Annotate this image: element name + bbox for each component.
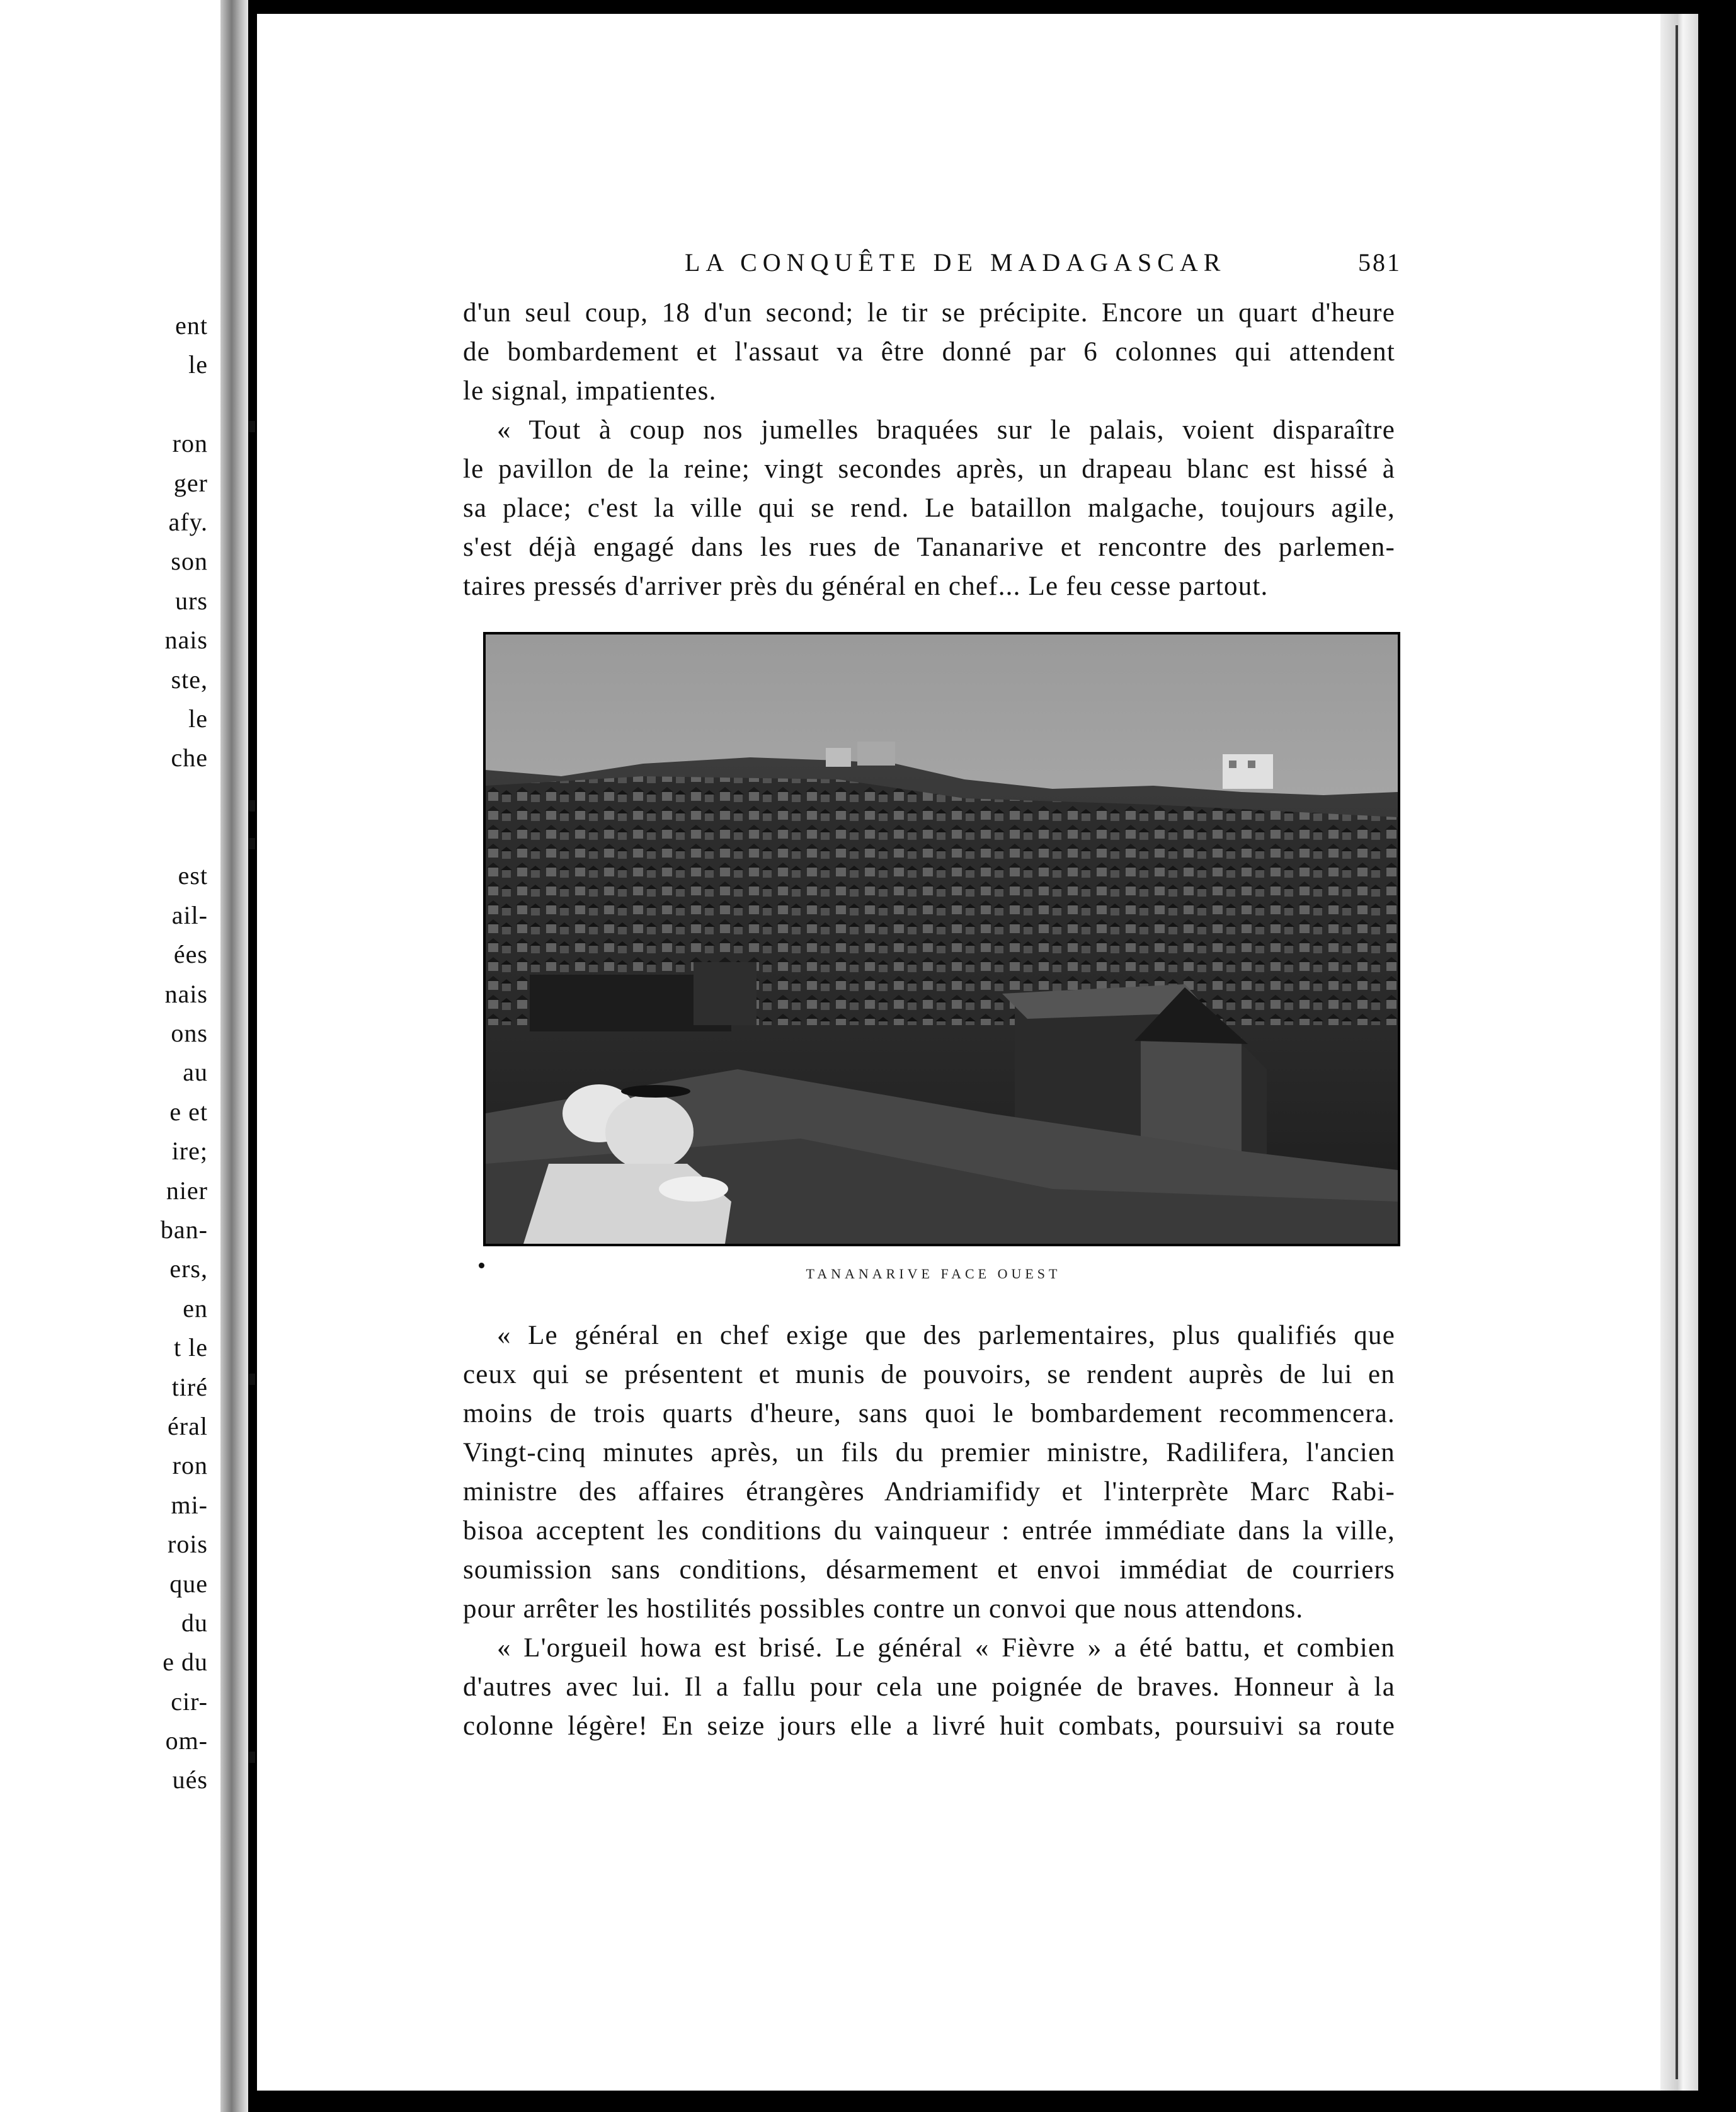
left-fragment-line: ste,	[171, 665, 208, 694]
left-fragment-line: om-	[165, 1726, 208, 1755]
text-line: sa place; c'est la ville qui se rend. Le bataillon malgache, toujours agile,	[463, 493, 1395, 523]
text-line: « Le général en chef exige que des parlementaires, plus qualifiés que	[497, 1321, 1395, 1350]
page-edge-shadow	[1676, 25, 1678, 2079]
page-edge	[1660, 14, 1698, 2091]
left-fragment-line: ent	[175, 311, 208, 340]
left-fragment-line: ire;	[171, 1137, 208, 1166]
left-fragment-line: tiré	[171, 1372, 208, 1401]
text-line: taires pressés d'arriver près du général en chef... Le feu cesse partout.	[463, 571, 1269, 601]
left-fragment-line: ban-	[160, 1215, 208, 1244]
left-fragment-line: au	[183, 1058, 208, 1087]
text-line: d'autres avec lui. Il a fallu pour cela une poignée de braves. Honneur à la	[463, 1672, 1395, 1702]
left-fragment-line: ail-	[171, 900, 208, 929]
text-line: « L'orgueil howa est brisé. Le général « Fièvre » a été battu, et combien	[497, 1633, 1395, 1663]
left-fragment-line	[161, 778, 208, 817]
text-line: ministre des affaires étrangères Andriamifidy et l'interprète Marc Rabi-	[463, 1477, 1395, 1507]
binding-marks	[249, 0, 258, 2112]
photograph-image	[486, 634, 1398, 1244]
left-fragment-line: rois	[168, 1530, 208, 1559]
text-line: bisoa acceptent les conditions du vainqueur : entrée immédiate dans la ville,	[463, 1516, 1395, 1546]
text-line: de bombardement et l'assaut va être donné par 6 colonnes qui attendent	[463, 337, 1395, 367]
body-text-top	[463, 294, 1395, 606]
left-fragment-line: che	[171, 743, 208, 772]
left-fragment-line: ger	[173, 468, 208, 497]
left-fragment-line: e et	[169, 1097, 208, 1126]
photo-caption: TANANARIVE FACE OUEST	[806, 1266, 1061, 1282]
left-fragment-line: nais	[164, 979, 208, 1008]
left-fragment-line: ées	[173, 940, 208, 969]
left-fragment-line: ons	[171, 1019, 208, 1048]
text-line: d'un seul coup, 18 d'un second; le tir se précipite. Encore un quart d'heure	[463, 298, 1395, 328]
left-fragment-line: cir-	[171, 1687, 208, 1716]
left-fragment-line: ron	[172, 1451, 208, 1480]
left-fragment-line: urs	[175, 586, 208, 615]
left-fragment-line: éral	[168, 1411, 208, 1440]
text-line: s'est déjà engagé dans les rues de Tananarive et rencontre des parlemen-	[463, 532, 1395, 562]
text-line: moins de trois quarts d'heure, sans quoi le bombardement recommencera.	[463, 1399, 1395, 1428]
left-fragment-line: ron	[172, 429, 208, 458]
left-page	[0, 0, 220, 2112]
text-line: pour arrêter les hostilités possibles contre un convoi que nous attendons.	[463, 1594, 1304, 1624]
left-fragment-line: que	[169, 1569, 208, 1598]
left-fragment-line: en	[183, 1294, 208, 1323]
page-number: 581	[1358, 248, 1402, 277]
text-line: le pavillon de la reine; vingt secondes après, un drapeau blanc est hissé à	[463, 454, 1395, 484]
left-fragment-line: ers,	[169, 1254, 208, 1283]
printer-dot	[479, 1263, 484, 1268]
left-fragment-line: mi-	[171, 1490, 208, 1519]
text-line: ceux qui se présentent et munis de pouvoirs, se rendent auprès de lui en	[463, 1360, 1395, 1389]
left-fragment-line: ués	[172, 1765, 208, 1794]
text-line: « Tout à coup nos jumelles braquées sur le palais, voient disparaître	[497, 415, 1395, 445]
text-line: soumission sans conditions, désarmement et envoi immédiat de courriers	[463, 1555, 1395, 1585]
text-line: le signal, impatientes.	[463, 376, 717, 406]
text-line: colonne légère! En seize jours elle a livré huit combats, poursuivi sa route	[463, 1711, 1395, 1741]
left-fragment-line: e du	[163, 1648, 208, 1677]
left-fragment-line: le	[188, 704, 208, 733]
left-fragment-line: le	[188, 350, 208, 379]
left-fragment-line	[161, 385, 208, 424]
left-fragment-line: t le	[174, 1333, 208, 1362]
text-line: Vingt-cinq minutes après, un fils du premier ministre, Radilifera, l'ancien	[463, 1438, 1395, 1467]
left-fragment-line	[161, 817, 208, 856]
book-gutter	[220, 0, 248, 2112]
left-fragment-line: est	[178, 861, 208, 890]
left-fragment-line: nais	[164, 626, 208, 655]
left-fragment-line: du	[181, 1608, 208, 1637]
left-fragment-line: son	[171, 547, 208, 576]
body-text-bottom	[463, 1316, 1395, 1746]
left-page-text-fragments	[161, 306, 208, 1800]
left-fragment-line: nier	[166, 1176, 208, 1205]
left-fragment-line: afy.	[168, 507, 208, 536]
running-head: LA CONQUÊTE DE MADAGASCAR	[685, 248, 1226, 277]
photograph-tananarive	[483, 632, 1400, 1246]
